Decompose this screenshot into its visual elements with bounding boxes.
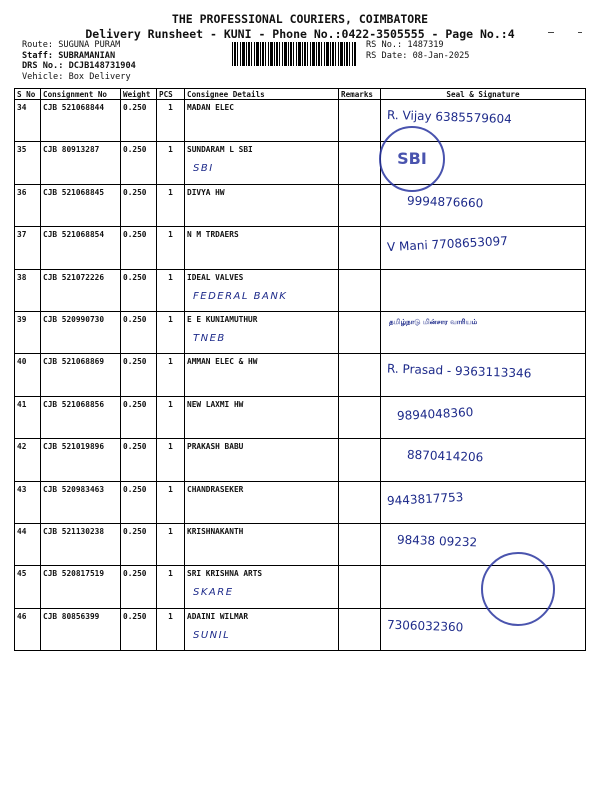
cell-consignment	[41, 354, 121, 396]
cell-remarks	[339, 100, 381, 142]
cell-sno-text: 37	[17, 230, 27, 240]
cell-weight-text: 0.250	[123, 442, 147, 452]
cell-weight	[121, 100, 157, 142]
cell-consignee-text: DIVYA HW	[187, 187, 225, 197]
cell-consignment	[41, 439, 121, 481]
cell-weight	[121, 523, 157, 565]
decorative-dash	[548, 32, 554, 33]
cell-consignment-text: CJB 521068869	[43, 357, 105, 367]
cell-sno-text: 45	[17, 569, 27, 579]
cell-remarks	[339, 566, 381, 608]
handwritten-signature: 9894048360	[396, 404, 474, 423]
staff-label: Staff: SUBRAMANIAN	[22, 50, 116, 61]
col-signature: Seal & Signature	[381, 89, 586, 100]
cell-sno	[15, 523, 41, 565]
cell-pcs-text: 1	[168, 484, 173, 494]
cell-sno	[15, 184, 41, 226]
cell-consignment	[41, 523, 121, 565]
cell-weight-text: 0.250	[123, 569, 147, 579]
cell-sno-text: 40	[17, 357, 27, 367]
cell-consignment-text: CJB 520990730	[43, 314, 105, 324]
cell-remarks	[339, 311, 381, 353]
cell-signature	[381, 184, 586, 226]
cell-consignment	[41, 481, 121, 523]
table-row	[15, 396, 586, 438]
cell-sno-text: 46	[17, 611, 27, 621]
cell-remarks	[339, 439, 381, 481]
tamil-office-stamp: தமிழ்நாடு மின்சார வாரியம்	[389, 317, 478, 326]
barcode-image	[232, 42, 356, 66]
cell-pcs-text: 1	[168, 314, 173, 324]
cell-sno	[15, 608, 41, 650]
table-row	[15, 100, 586, 142]
cell-weight-text: 0.250	[123, 187, 147, 197]
cell-weight-text: 0.250	[123, 230, 147, 240]
cell-pcs-text: 1	[168, 526, 173, 536]
sbi-stamp-text: SBI	[397, 149, 427, 169]
cell-consignee-text: AMMAN ELEC & HW	[187, 357, 258, 367]
cell-weight	[121, 269, 157, 311]
cell-consignment-text: CJB 521019896	[43, 442, 105, 452]
handwritten-note: FEDERAL BANK	[193, 290, 288, 302]
cell-weight	[121, 396, 157, 438]
cell-consignee	[185, 566, 339, 608]
col-consignee: Consignee Details	[185, 89, 339, 100]
cell-pcs	[157, 227, 185, 269]
cell-consignee	[185, 481, 339, 523]
cell-weight	[121, 184, 157, 226]
cell-consignment	[41, 100, 121, 142]
handwritten-note: TNEB	[193, 332, 226, 344]
cell-pcs-text: 1	[168, 272, 173, 282]
rs-number: RS No.: 1487319	[366, 40, 444, 50]
cell-consignment	[41, 608, 121, 650]
cell-signature	[381, 523, 586, 565]
cell-consignment-text: CJB 521068854	[43, 230, 105, 240]
cell-weight	[121, 608, 157, 650]
drs-label: DRS No.: DCJB148731904	[22, 61, 136, 72]
handwritten-signature: V Mani 7708653097	[386, 234, 509, 255]
cell-weight	[121, 354, 157, 396]
cell-remarks	[339, 184, 381, 226]
cell-consignee	[185, 100, 339, 142]
cell-weight	[121, 227, 157, 269]
cell-sno	[15, 311, 41, 353]
cell-consignment-text: CJB 521130238	[43, 526, 105, 536]
table-row	[15, 142, 586, 184]
cell-pcs-text: 1	[168, 611, 173, 621]
cell-remarks	[339, 396, 381, 438]
cell-sno	[15, 142, 41, 184]
cell-consignment	[41, 311, 121, 353]
cell-sno-text: 39	[17, 314, 27, 324]
cell-pcs	[157, 100, 185, 142]
handwritten-signature: R. Prasad - 9363113346	[386, 361, 532, 381]
table-row	[15, 439, 586, 481]
table-row	[15, 227, 586, 269]
handwritten-signature: 7306032360	[386, 617, 464, 635]
cell-pcs	[157, 481, 185, 523]
cell-consignee-text: NEW LAXMI HW	[187, 399, 244, 409]
cell-sno	[15, 439, 41, 481]
cell-consignment-text: CJB 521068856	[43, 399, 105, 409]
cell-signature	[381, 311, 586, 353]
cell-signature	[381, 396, 586, 438]
cell-weight	[121, 566, 157, 608]
cell-consignment	[41, 184, 121, 226]
cell-consignee-text: IDEAL VALVES	[187, 272, 244, 282]
cell-consignee-text: PRAKASH BABU	[187, 442, 244, 452]
route-label: Route: SUGUNA PURAM	[22, 40, 121, 50]
cell-sno-text: 38	[17, 272, 27, 282]
handwritten-signature: 9994876660	[406, 193, 484, 211]
cell-consignment-text: CJB 80856399	[43, 611, 100, 621]
cell-pcs-text: 1	[168, 103, 173, 112]
cell-signature	[381, 481, 586, 523]
table-row	[15, 566, 586, 608]
cell-consignee-text: SUNDARAM L SBI	[187, 145, 253, 155]
handwritten-signature: 98438 09232	[396, 532, 478, 550]
cell-remarks	[339, 142, 381, 184]
col-remarks: Remarks	[339, 89, 381, 100]
cell-weight	[121, 142, 157, 184]
cell-weight-text: 0.250	[123, 611, 147, 621]
cell-sno	[15, 227, 41, 269]
table-row	[15, 184, 586, 226]
cell-remarks	[339, 354, 381, 396]
cell-remarks	[339, 481, 381, 523]
cell-weight	[121, 439, 157, 481]
cell-signature	[381, 566, 586, 608]
cell-pcs	[157, 142, 185, 184]
cell-consignee	[185, 227, 339, 269]
cell-consignee	[185, 269, 339, 311]
cell-pcs	[157, 354, 185, 396]
cell-sno	[15, 354, 41, 396]
cell-signature	[381, 608, 586, 650]
cell-weight-text: 0.250	[123, 526, 147, 536]
cell-weight-text: 0.250	[123, 272, 147, 282]
cell-consignment-text: CJB 521068845	[43, 187, 105, 197]
cell-sno	[15, 566, 41, 608]
handwritten-signature: R. Vijay 6385579604	[386, 107, 512, 127]
cell-sno	[15, 481, 41, 523]
cell-signature	[381, 142, 586, 184]
cell-pcs	[157, 269, 185, 311]
cell-sno	[15, 396, 41, 438]
col-pcs: PCS	[157, 89, 185, 100]
cell-consignee	[185, 311, 339, 353]
cell-pcs	[157, 311, 185, 353]
cell-weight	[121, 311, 157, 353]
cell-sno-text: 42	[17, 442, 27, 452]
cell-consignee	[185, 142, 339, 184]
handwritten-note: SUNIL	[193, 629, 231, 641]
cell-remarks	[339, 608, 381, 650]
cell-pcs	[157, 184, 185, 226]
col-weight: Weight	[121, 89, 157, 100]
runsheet-subtitle: Delivery Runsheet - KUNI - Phone No.:0422-3505555 - Page No.:4	[85, 27, 515, 41]
cell-sno	[15, 100, 41, 142]
cell-consignee	[185, 354, 339, 396]
cell-signature	[381, 227, 586, 269]
cell-pcs-text: 1	[168, 187, 173, 197]
cell-consignment-text: CJB 520983463	[43, 484, 105, 494]
cell-consignee-text: E E KUNIAMUTHUR	[187, 314, 258, 324]
table-row	[15, 481, 586, 523]
cell-pcs-text: 1	[168, 399, 173, 409]
cell-sno-text: 43	[17, 484, 27, 494]
cell-weight-text: 0.250	[123, 103, 147, 112]
cell-pcs	[157, 608, 185, 650]
col-consignment: Consignment No	[41, 89, 121, 100]
cell-weight-text: 0.250	[123, 484, 147, 494]
cell-consignment-text: CJB 80913287	[43, 145, 100, 155]
cell-consignment	[41, 227, 121, 269]
decorative-dash	[578, 32, 582, 33]
cell-consignment	[41, 142, 121, 184]
table-row	[15, 354, 586, 396]
handwritten-signature: 9443817753	[386, 489, 464, 508]
rs-date: RS Date: 08-Jan-2025	[366, 50, 470, 61]
cell-consignment-text: CJB 521068844	[43, 103, 105, 112]
cell-signature	[381, 354, 586, 396]
company-title: THE PROFESSIONAL COURIERS, COIMBATORE	[171, 12, 429, 26]
cell-sno-text: 34	[17, 103, 27, 112]
cell-weight-text: 0.250	[123, 145, 147, 155]
cell-consignment-text: CJB 521072226	[43, 272, 105, 282]
handwritten-signature: 8870414206	[406, 447, 484, 465]
cell-signature	[381, 439, 586, 481]
cell-consignee-text: N M TRDAERS	[187, 230, 239, 240]
cell-remarks	[339, 523, 381, 565]
cell-consignee	[185, 396, 339, 438]
table-row	[15, 311, 586, 353]
col-sno: S No	[15, 89, 41, 100]
cell-remarks	[339, 227, 381, 269]
cell-weight-text: 0.250	[123, 357, 147, 367]
runsheet-table	[14, 88, 586, 651]
handwritten-note: SBI	[193, 163, 214, 175]
cell-consignment-text: CJB 520817519	[43, 569, 105, 579]
cell-pcs-text: 1	[168, 145, 173, 155]
cell-sno-text: 36	[17, 187, 27, 197]
cell-pcs-text: 1	[168, 442, 173, 452]
cell-sno-text: 44	[17, 526, 27, 536]
cell-consignee	[185, 523, 339, 565]
runsheet-meta-right	[366, 40, 469, 61]
cell-consignment	[41, 396, 121, 438]
cell-sno-text: 35	[17, 145, 27, 155]
vehicle-label: Vehicle: Box Delivery	[22, 71, 131, 82]
cell-consignee-text: CHANDRASEKER	[187, 484, 244, 494]
cell-pcs	[157, 396, 185, 438]
cell-consignee	[185, 184, 339, 226]
cell-weight-text: 0.250	[123, 314, 147, 324]
cell-consignment	[41, 269, 121, 311]
cell-consignment	[41, 566, 121, 608]
cell-sno	[15, 269, 41, 311]
cell-signature	[381, 269, 586, 311]
table-row	[15, 608, 586, 650]
cell-weight-text: 0.250	[123, 399, 147, 409]
cell-sno-text: 41	[17, 399, 27, 409]
table-row	[15, 269, 586, 311]
cell-pcs-text: 1	[168, 357, 173, 367]
cell-consignee	[185, 439, 339, 481]
runsheet-meta-left	[22, 40, 136, 82]
cell-consignee	[185, 608, 339, 650]
handwritten-note: SKARE	[193, 587, 234, 599]
cell-consignee-text: ADAINI WILMAR	[187, 611, 249, 621]
cell-pcs	[157, 566, 185, 608]
cell-pcs-text: 1	[168, 230, 173, 240]
cell-pcs-text: 1	[168, 569, 173, 579]
cell-consignee-text: KRISHNAKANTH	[187, 526, 244, 536]
table-header-row	[15, 89, 586, 100]
sbi-seal-stamp	[379, 126, 445, 192]
cell-consignee-text: MADAN ELEC	[187, 103, 234, 112]
cell-remarks	[339, 269, 381, 311]
cell-weight	[121, 481, 157, 523]
cell-consignee-text: SRI KRISHNA ARTS	[187, 569, 263, 579]
cell-pcs	[157, 439, 185, 481]
cell-pcs	[157, 523, 185, 565]
